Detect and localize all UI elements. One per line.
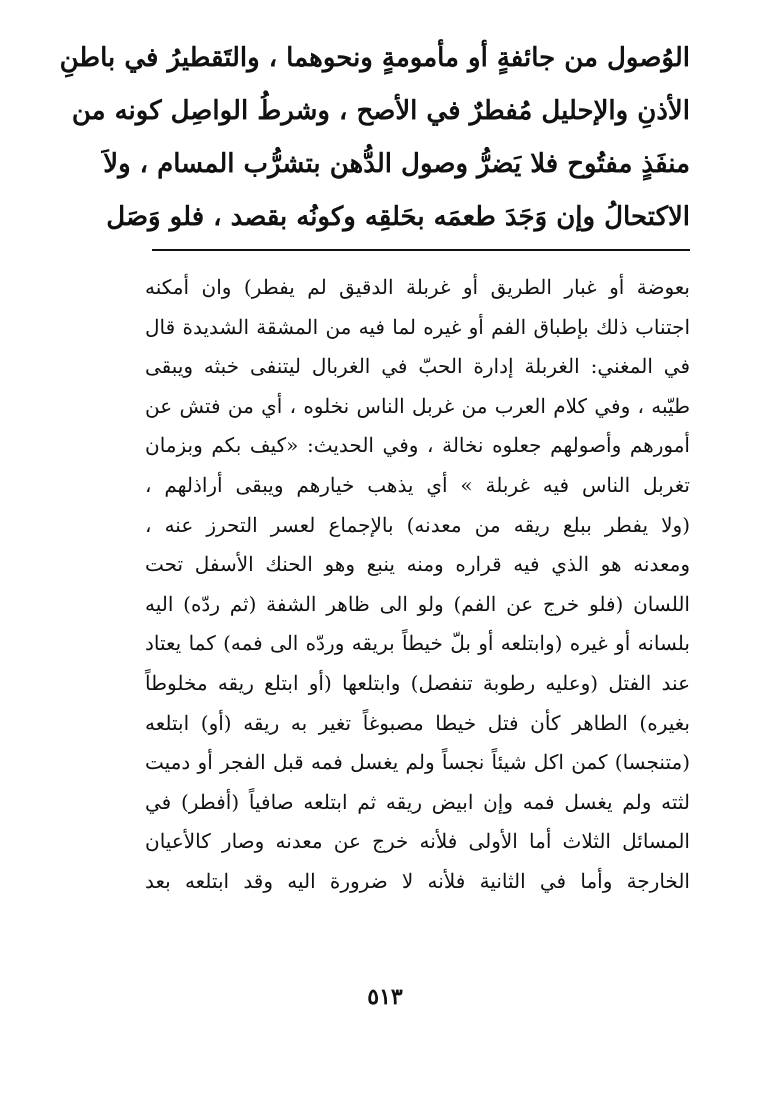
commentary-line: طيّبه ، وفي كلام العرب من غربل الناس نخلوه ، أي من فتش عن: [145, 393, 690, 418]
commentary-line: بغيره) الطاهر كأن فتل خيطا مصبوغاً تغير به ريقه (أو) ابتلعه: [145, 710, 690, 735]
separator-rule: [152, 249, 690, 251]
main-text-line: الاكتحالُ وإن وَجَدَ طعمَه بحَلقِه وكونُه بقصد ، فلو وَصَل: [106, 202, 690, 232]
commentary-line: المسائل الثلاث أما الأولى فلأنه خرج عن معدنه وصار كالأعيان: [145, 829, 690, 854]
commentary-line: تغربل الناس فيه غربلة » أي يذهب خيارهم ويبقى أراذلهم ،: [145, 472, 690, 497]
commentary-line: أمورهم وأصولهم جعلوه نخالة ، وفي الحديث: «كيف بكم وبزمان: [145, 433, 690, 458]
main-text: [59, 32, 690, 244]
commentary-line: بعوضة أو غبار الطريق أو غربلة الدقيق لم يفطر) وان أمكنه: [145, 275, 690, 299]
commentary-line: اللسان (فلو خرج عن الفم) ولو الى ظاهر الشفة (ثم ردّه) اليه: [145, 591, 690, 616]
commentary-text: [145, 268, 690, 902]
commentary-line: بلسانه أو غيره (وابتلعه أو بلّ خيطاً بريقه وردّه الى فمه) كما يعتاد: [145, 631, 690, 656]
commentary-line: ومعدنه هو الذي فيه قراره ومنه ينبع وهو الحنك الأسفل تحت: [145, 552, 690, 577]
commentary-line: (متنجسا) كمن اكل شيئاً نجساً ولم يغسل فمه قبل الفجر أو دميت: [145, 750, 690, 775]
commentary-line: عند الفتل (وعليه رطوبة تنفصل) وابتلعها (أو ابتلع ريقه مخلوطاً: [145, 670, 690, 695]
commentary-line: لثته ولم يغسل فمه وإن ابيض ريقه ثم ابتلعه صافياً (أفطر) في: [145, 789, 690, 814]
main-text-line: الوُصول من جائفةٍ أو مأمومةٍ ونحوهما ، والتَقطيرُ في باطنِ: [59, 43, 690, 73]
main-text-line: الأذنِ والإحليل مُفطرٌ في الأصح ، وشرطُ الواصِل كونه من: [71, 96, 690, 126]
commentary-line: في المغني: الغربلة إدارة الحبّ في الغربال ليتنفى خبثه ويبقى: [145, 354, 691, 379]
commentary-line: اجتناب ذلك بإطباق الفم أو غيره لما فيه من المشقة الشديدة قال: [145, 314, 690, 339]
commentary-line: الخارجة وأما في الثانية فلأنه لا ضرورة اليه وقد ابتلعه بعد: [145, 868, 690, 893]
page-number: ٥١٣: [367, 984, 403, 1010]
main-text-line: منفَذٍ مفتُوح فلا يَضرُّ وصول الدُّهن بتشرُّب المسام ، ولاَ: [103, 149, 690, 179]
commentary-line: (ولا يفطر ببلع ريقه من معدنه) بالإجماع لعسر التحرز عنه ،: [145, 512, 690, 537]
